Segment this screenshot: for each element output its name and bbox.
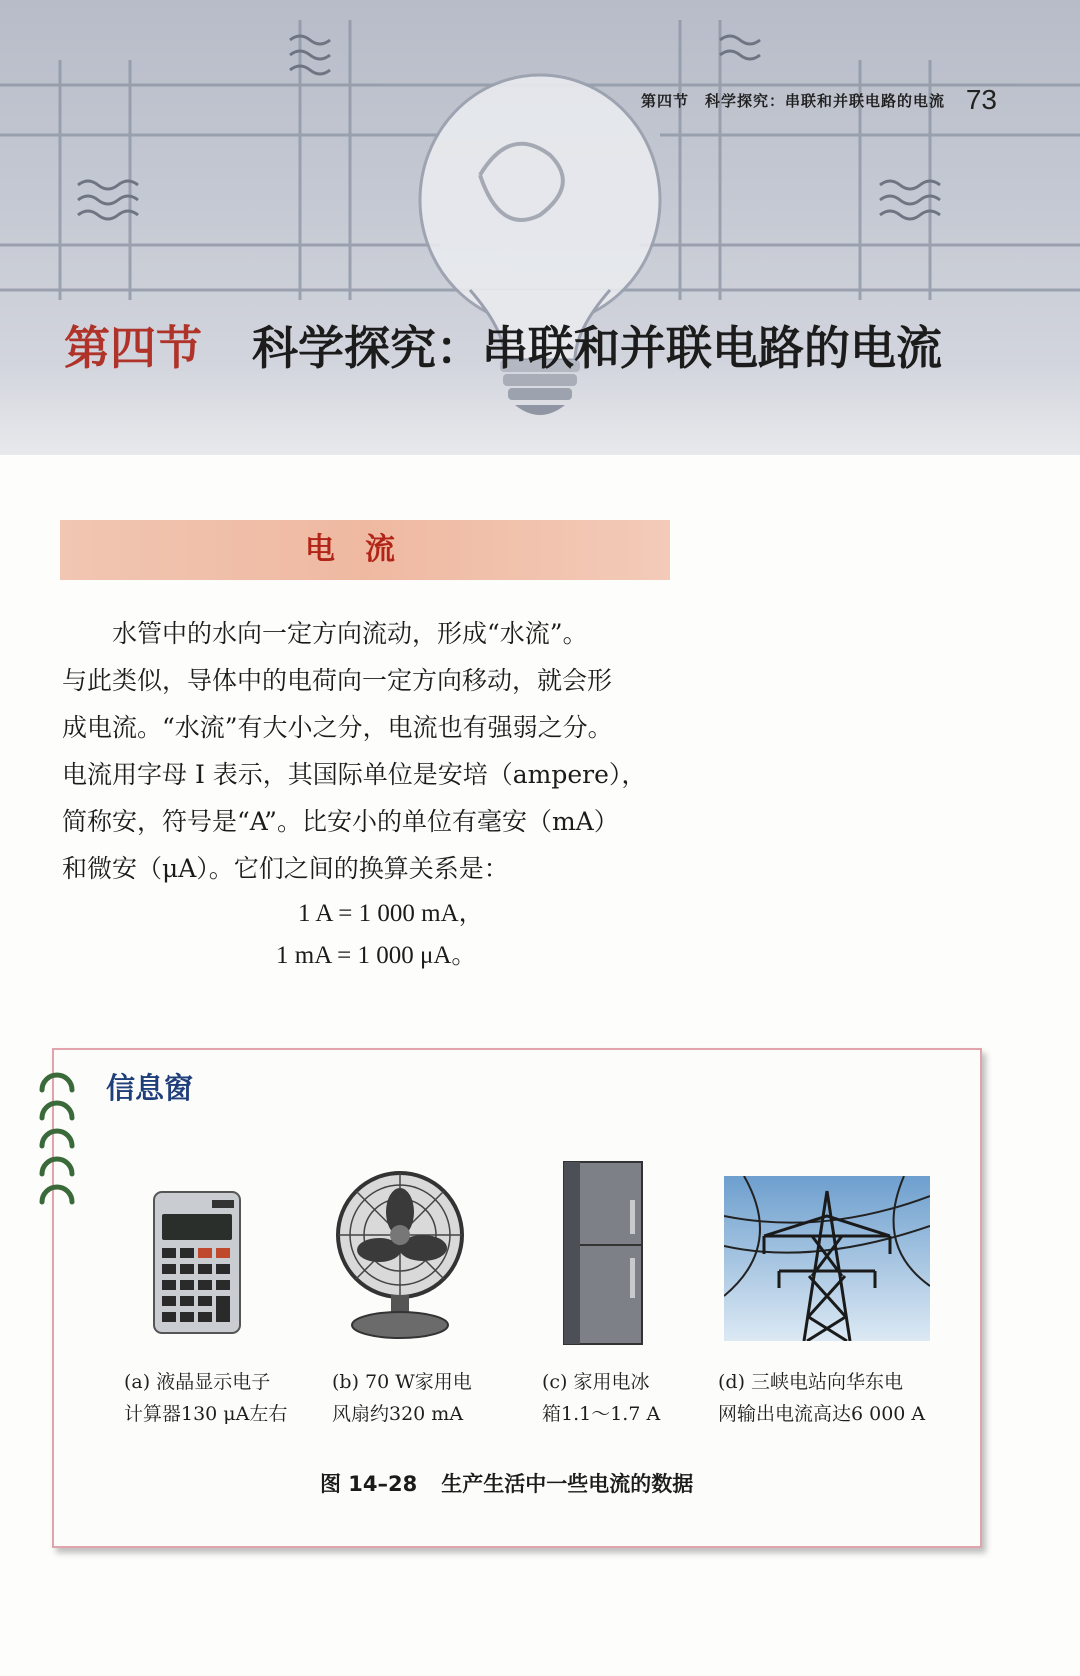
calculator-figure: [152, 1190, 242, 1335]
body-line: 简称安，符号是“A”。比安小的单位有毫安（mA）: [62, 807, 619, 836]
fridge-figure: [562, 1160, 644, 1346]
section-name: 科学探究：串联和并联电路的电流: [252, 321, 942, 375]
caption-line: 计算器130 μA左右: [124, 1403, 288, 1425]
formula-ampere-milliampere: 1 A = 1 000 mA，: [298, 900, 484, 927]
notebook-rings-icon: [34, 1068, 84, 1218]
caption-fan: [332, 1366, 472, 1430]
caption-calculator: [124, 1366, 287, 1430]
caption-line: (c) 家用电冰: [542, 1371, 650, 1393]
body-paragraph: [62, 610, 682, 892]
section-number: 第四节: [64, 321, 202, 375]
body-line: 成电流。“水流”有大小之分，电流也有强弱之分。: [62, 713, 613, 742]
caption-line: (d) 三峡电站向华东电: [718, 1371, 904, 1393]
page-number: 73: [965, 84, 997, 115]
body-line: 和微安（μA）。它们之间的换算关系是：: [62, 854, 509, 883]
caption-line: (b) 70 W家用电: [332, 1371, 472, 1393]
power-tower-figure: [724, 1176, 930, 1341]
caption-line: 风扇约320 mA: [332, 1403, 464, 1425]
fan-figure: [335, 1170, 465, 1340]
refrigerator-icon: [562, 1160, 644, 1346]
running-head: 第四节 科学探究：串联和并联电路的电流: [640, 92, 945, 110]
caption-power-tower: [718, 1366, 925, 1430]
figure-caption: [320, 1468, 693, 1498]
circuit-background-illustration: [0, 0, 1080, 455]
body-line: 电流用字母 I 表示，其国际单位是安培（ampere），: [62, 760, 647, 789]
calculator-icon: [152, 1190, 242, 1335]
electric-fan-icon: [335, 1170, 465, 1340]
caption-line: 箱1.1～1.7 A: [542, 1403, 661, 1425]
caption-line: 网输出电流高达6 000 A: [718, 1403, 926, 1425]
body-line: 水管中的水向一定方向流动，形成“水流”。: [112, 619, 588, 648]
section-title: [64, 312, 942, 378]
caption-fridge: [542, 1366, 660, 1430]
body-line: 与此类似，导体中的电荷向一定方向移动，就会形: [62, 666, 613, 695]
figure-number: 图 14–28: [320, 1472, 418, 1496]
power-tower-icon: [724, 1176, 930, 1341]
formula-milliampere-microampere: 1 mA = 1 000 μA。: [276, 942, 477, 969]
caption-line: (a) 液晶显示电子: [124, 1371, 271, 1393]
figure-caption-text: 生产生活中一些电流的数据: [441, 1472, 694, 1496]
chapter-banner: [0, 0, 1080, 455]
subsection-heading: 电流: [60, 520, 670, 580]
info-window-title: 信息窗: [106, 1071, 194, 1105]
